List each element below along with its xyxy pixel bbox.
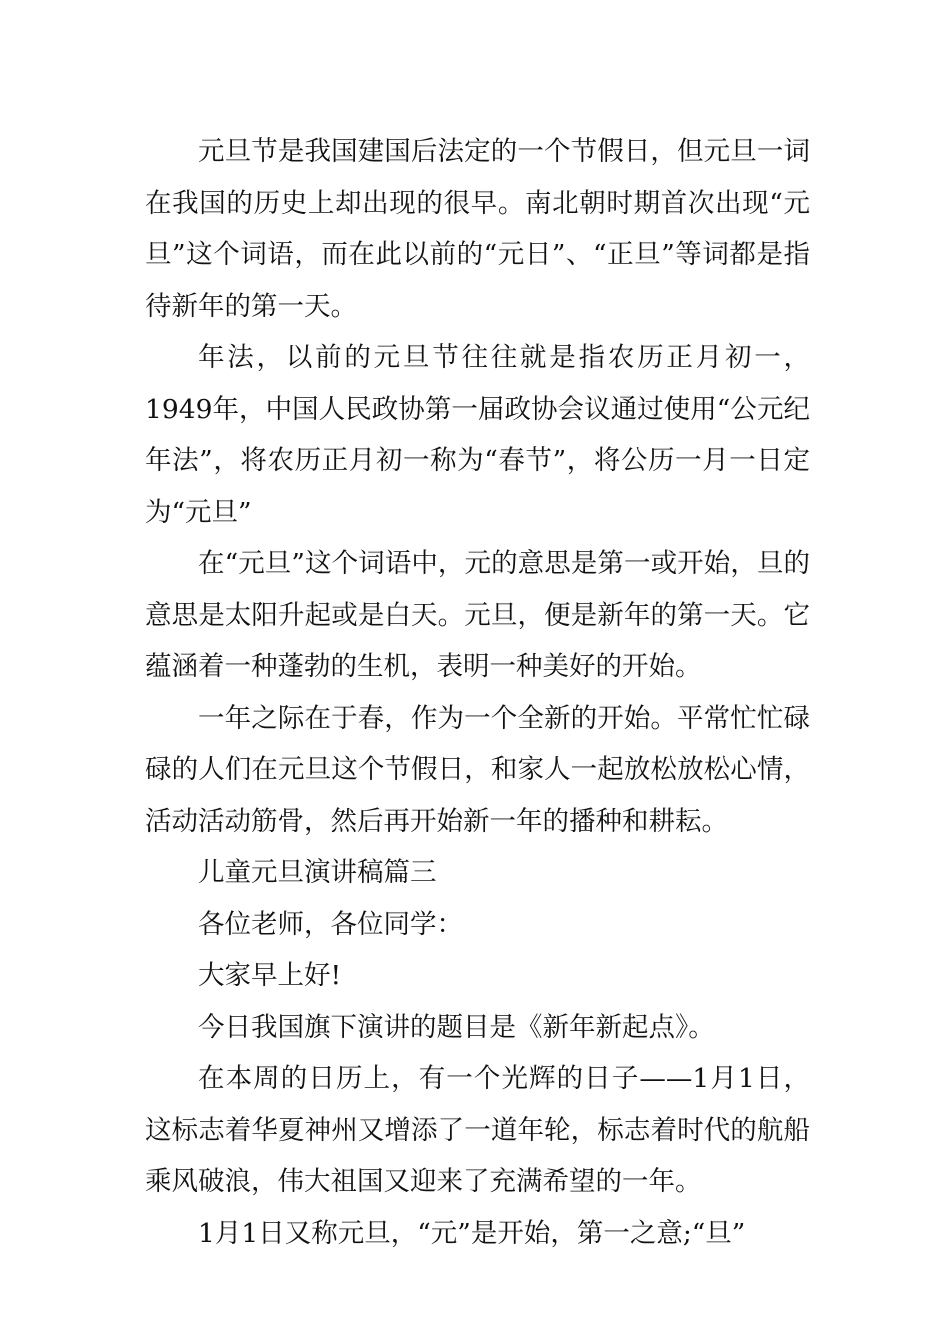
paragraph: 年法，以前的元旦节往往就是指农历正月初一，1949年，中国人民政协第一届政协会议通过使用“公元纪年法”，将农历正月初一称为“春节”，将公历一月一日定为“元旦”	[145, 342, 810, 528]
paragraph: 今日我国旗下演讲的题目是《新年新起点》。	[198, 1011, 715, 1043]
paragraph: 在“元旦”这个词语中，元的意思是第一或开始，旦的意思是太阳升起或是白天。元旦，便是新年的第一天。它蕴涵着一种蓬勃的生机，表明一种美好的开始。	[145, 548, 810, 682]
paragraph: 在本周的日历上，有一个光辉的日子——1月1日，这标志着华夏神州又增添了一道年轮，标志着时代的航船乘风破浪，伟大祖国又迎来了充满希望的一年。	[145, 1063, 810, 1197]
paragraph: 一年之际在于春，作为一个全新的开始。平常忙忙碌碌的人们在元旦这个节假日，和家人一起放松放松心情，活动活动筋骨，然后再开始新一年的播种和耕耘。	[145, 702, 810, 837]
greeting: 大家早上好!	[198, 960, 342, 991]
salutation: 各位老师，各位同学：	[198, 908, 463, 940]
paragraph: 1月1日又称元旦，“元”是开始，第一之意;“旦”	[198, 1217, 746, 1249]
document-body	[145, 126, 810, 1259]
paragraph: 元旦节是我国建国后法定的一个节假日，但元旦一词在我国的历史上却出现的很早。南北朝时期首次出现“元旦”这个词语，而在此以前的“元日”、“正旦”等词都是指待新年的第一天。	[145, 136, 810, 322]
section-heading: 儿童元旦演讲稿篇三	[198, 857, 437, 888]
